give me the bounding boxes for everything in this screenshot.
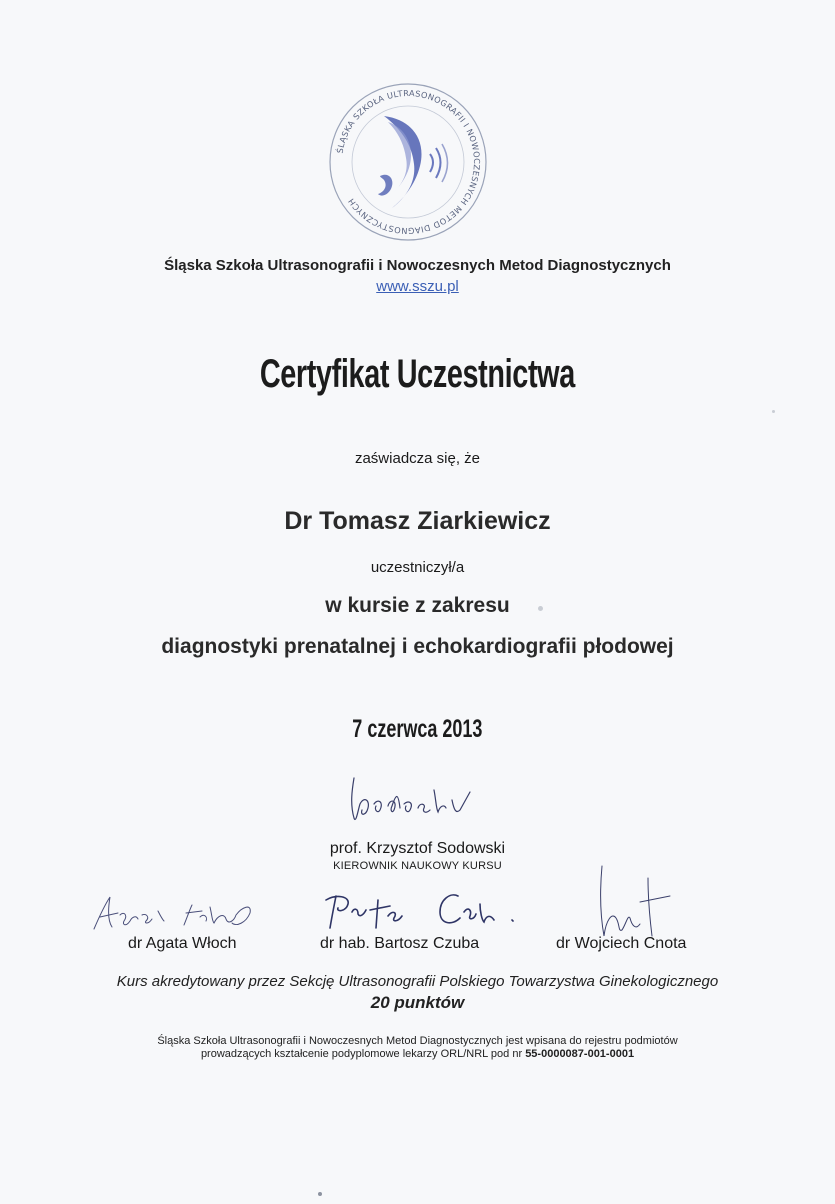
- recipient-name: Dr Tomasz Ziarkiewicz: [284, 507, 551, 535]
- participated-text: uczestniczył/a: [370, 559, 465, 576]
- left-signatory-name: dr Agata Włoch: [128, 935, 237, 952]
- main-signatory-role: KIEROWNIK NAUKOWY KURSU: [333, 860, 502, 872]
- footer-line-2: [0, 1048, 835, 1061]
- accreditation-text: Kurs akredytowany przez Sekcję Ultrasonografii Polskiego Towarzystwa Ginekologicznego: [116, 973, 719, 990]
- accreditation-points: 20 punktów: [370, 993, 465, 1012]
- paper-speck: [538, 606, 543, 611]
- course-intro: w kursie z zakresu: [325, 594, 510, 617]
- main-signatory-name: prof. Krzysztof Sodowski: [329, 840, 506, 857]
- right-signatory-name: dr Wojciech Cnota: [556, 935, 687, 952]
- signature-left: [86, 885, 276, 940]
- website-link[interactable]: www.sszu.pl: [376, 278, 459, 295]
- footer-line-2-text: prowadzących kształcenie podyplomowe lekarzy ORL/NRL pod nr: [200, 1048, 523, 1060]
- paper-speck: [772, 410, 775, 413]
- paper-speck: [318, 1192, 322, 1196]
- certifies-text: zaświadcza się, że: [354, 450, 481, 467]
- registry-footer: [0, 1035, 835, 1061]
- certificate-title: Certyfikat Uczestnictwa: [259, 352, 575, 396]
- logo-ring-text: ŚLĄSKA SZKOŁA ULTRASONOGRAFII I NOWOCZESNYCH METOD DIAGNOSTYCZNYCH: [334, 87, 483, 237]
- organization-name: Śląska Szkoła Ultrasonografii i Nowoczesnych Metod Diagnostycznych: [164, 257, 671, 274]
- footer-line-1: Śląska Szkoła Ultrasonografii i Nowoczesnych Metod Diagnostycznych jest wpisana do rejestru podmiotów: [157, 1035, 678, 1047]
- signature-right: [588, 858, 688, 943]
- course-name: diagnostyki prenatalnej i echokardiografii płodowej: [161, 635, 674, 658]
- school-logo: [322, 76, 494, 248]
- signature-main: [340, 770, 500, 835]
- registry-number: 55-0000087-001-0001: [525, 1048, 635, 1060]
- middle-signatory-name: dr hab. Bartosz Czuba: [320, 935, 480, 952]
- course-date: 7 czerwca 2013: [352, 715, 483, 743]
- signature-middle: [322, 878, 527, 938]
